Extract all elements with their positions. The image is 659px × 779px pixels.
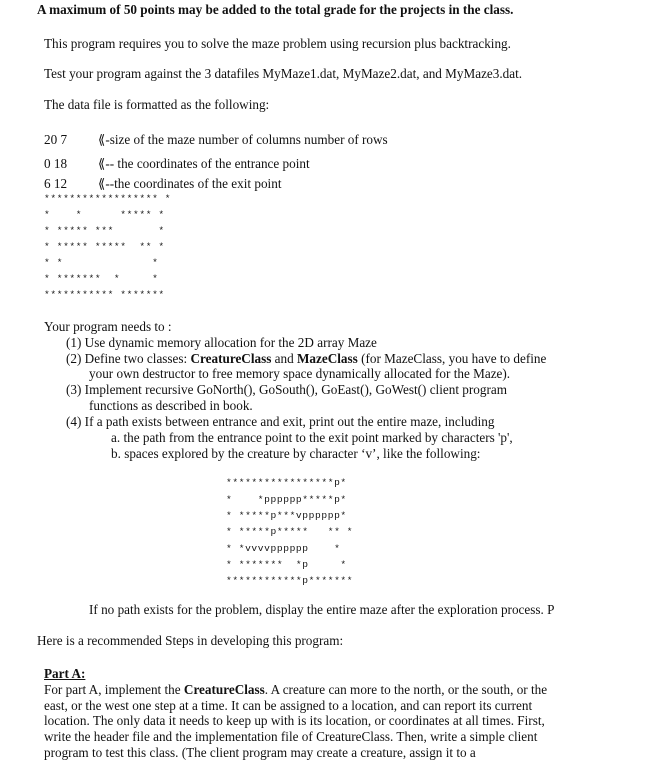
solved-maze-row: * *****p***** ** *	[226, 526, 354, 537]
requirement-3-cont: functions as described in book.	[89, 398, 253, 413]
requirement-4b: b. spaces explored by the creature by character ‘v’, like the following:	[111, 446, 481, 461]
requirement-1: (1) Use dynamic memory allocation for the 2D array Maze	[66, 335, 377, 350]
part-a-line-3: location. The only data it needs to keep up with is its location, or coordinates at all times. First,	[44, 713, 545, 728]
maze-row: * ***** *** *	[44, 225, 165, 236]
solved-maze-row: * *****p***vpppppp*	[226, 510, 347, 521]
part-a-line-4: write the header file and the implementation file of CreatureClass. Then, write a simple client	[44, 729, 538, 744]
datafile-entrance-note: ⟪-- the coordinates of the entrance point	[98, 156, 310, 171]
intro-datafiles: Test your program against the 3 datafiles MyMaze1.dat, MyMaze2.dat, and MyMaze3.dat.	[44, 66, 523, 81]
datafile-entrance-value: 0 18	[44, 156, 68, 171]
solved-maze-row: * ******* *p *	[226, 559, 347, 570]
part-a-title: Part A:	[44, 666, 86, 681]
datafile-exit-value: 6 12	[44, 176, 68, 191]
heading-max-points: A maximum of 50 points may be added to the total grade for the projects in the class.	[37, 2, 514, 17]
part-a-line-5: program to test this class. (The client program may create a creature, assign it to a	[44, 745, 476, 760]
intro-requirement: This program requires you to solve the maze problem using recursion plus backtracking.	[44, 36, 511, 51]
requirement-2-cont: your own destructor to free memory space dynamically allocated for the Maze).	[89, 366, 511, 381]
datafile-size-note: ⟪-size of the maze number of columns number of rows	[98, 132, 388, 147]
datafile-exit-note: ⟪--the coordinates of the exit point	[98, 176, 282, 191]
solved-maze-row: ************p*******	[226, 575, 354, 586]
maze-row: * * ***** *	[44, 209, 165, 220]
maze-row: * ******* * *	[44, 273, 159, 284]
solved-maze-row: * *pppppp*****p*	[226, 494, 347, 505]
steps-intro: Here is a recommended Steps in developing this program:	[37, 633, 344, 648]
requirement-4a: a. the path from the entrance point to the exit point marked by characters 'p',	[111, 430, 513, 445]
requirement-4: (4) If a path exists between entrance and exit, print out the entire maze, including	[66, 414, 495, 429]
part-a-line-2: east, or the west one step at a time. It can be assigned to a location, and can report its current	[44, 698, 533, 713]
maze-row: ****************** *	[44, 193, 172, 204]
intro-format: The data file is formatted as the following:	[44, 97, 270, 112]
solved-maze-row: *****************p*	[226, 477, 347, 488]
no-path-note: If no path exists for the problem, display the entire maze after the exploration process. P	[89, 602, 555, 617]
maze-row: * ***** ***** ** *	[44, 241, 165, 252]
datafile-size-value: 20 7	[44, 132, 68, 147]
requirements-intro: Your program needs to :	[44, 319, 172, 334]
part-a-line-1: For part A, implement the CreatureClass. A creature can more to the north, or the south, or the	[44, 682, 548, 697]
solved-maze-row: * *vvvvpppppp *	[226, 543, 341, 554]
requirement-2: (2) Define two classes: CreatureClass and MazeClass (for MazeClass, you have to define	[66, 351, 547, 366]
maze-row: *********** *******	[44, 289, 165, 300]
requirement-3: (3) Implement recursive GoNorth(), GoSouth(), GoEast(), GoWest() client program	[66, 382, 507, 397]
maze-row: * * *	[44, 257, 159, 268]
